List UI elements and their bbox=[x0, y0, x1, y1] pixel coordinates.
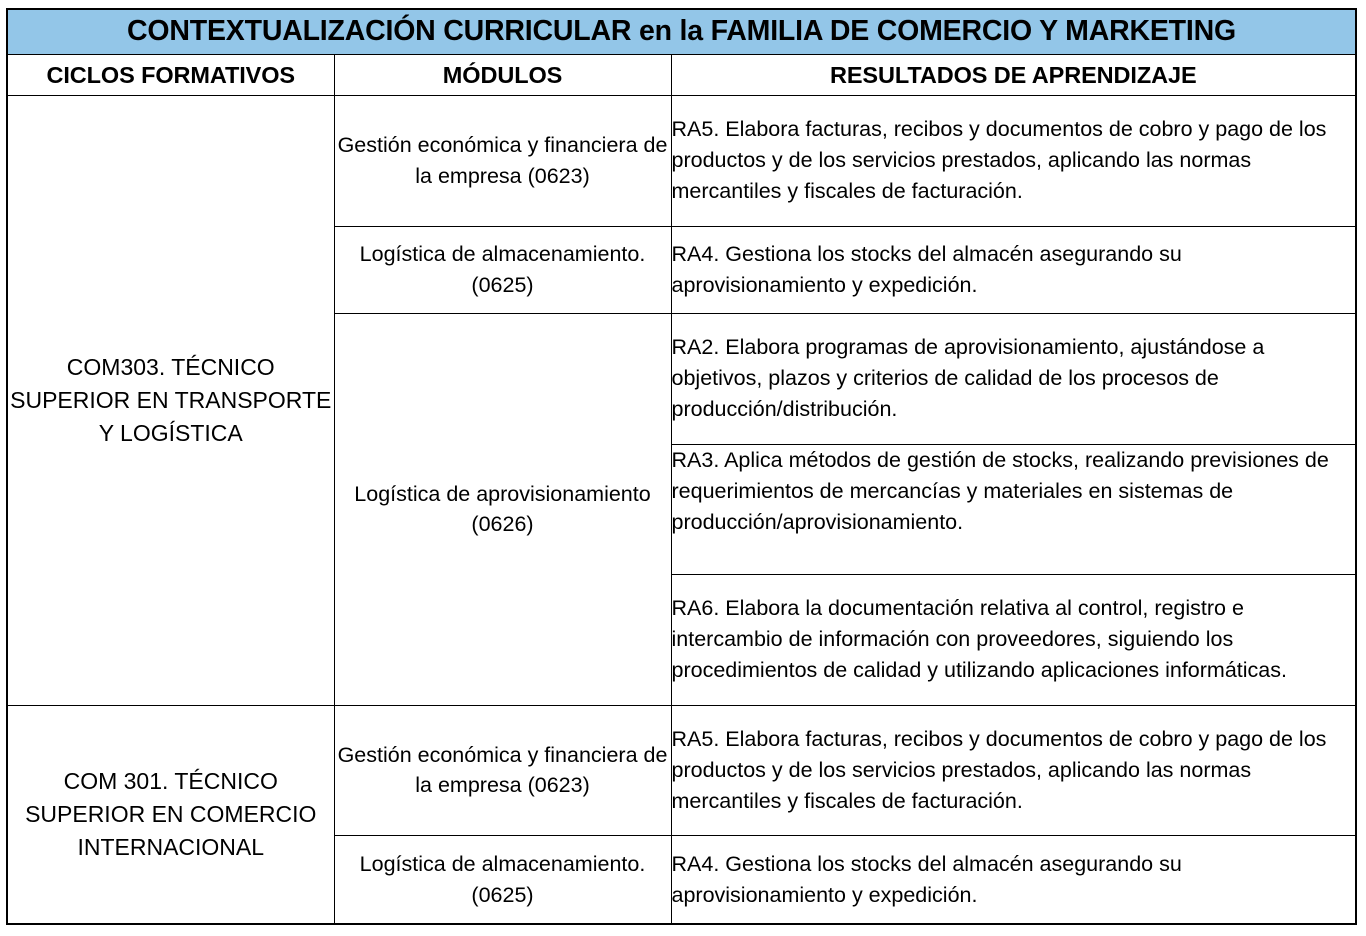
learning-outcome: RA5. Elabora facturas, recibos y documentos de cobro y pago de los productos y de los servicios prestados, aplicando las normas mercantiles y fiscales de facturación. bbox=[671, 96, 1356, 227]
cycle-name-com301: COM 301. TÉCNICO SUPERIOR EN COMERCIO INTERNACIONAL bbox=[7, 705, 334, 924]
cycle-name-com303: COM303. TÉCNICO SUPERIOR EN TRANSPORTE Y LOGÍSTICA bbox=[7, 96, 334, 706]
document-title: CONTEXTUALIZACIÓN CURRICULAR en la FAMILIA DE COMERCIO Y MARKETING bbox=[7, 9, 1356, 55]
table-row bbox=[7, 705, 1356, 836]
table-row bbox=[7, 96, 1356, 227]
module-name: Gestión económica y financiera de la empresa (0623) bbox=[334, 705, 671, 836]
table-title-row bbox=[7, 9, 1356, 55]
learning-outcome: RA3. Aplica métodos de gestión de stocks, realizando previsiones de requerimientos de mercancías y materiales en sistemas de producción/aprovisionamiento. bbox=[671, 444, 1356, 575]
module-name: Logística de aprovisionamiento (0626) bbox=[334, 314, 671, 706]
column-header-outcomes: RESULTADOS DE APRENDIZAJE bbox=[671, 55, 1356, 96]
module-name: Logística de almacenamiento. (0625) bbox=[334, 226, 671, 314]
learning-outcome: RA5. Elabora facturas, recibos y documentos de cobro y pago de los productos y de los servicios prestados, aplicando las normas mercantiles y fiscales de facturación. bbox=[671, 705, 1356, 836]
column-header-modules: MÓDULOS bbox=[334, 55, 671, 96]
learning-outcome: RA6. Elabora la documentación relativa al control, registro e intercambio de información con proveedores, siguiendo los procedimientos de calidad y utilizando aplicaciones informáticas. bbox=[671, 575, 1356, 706]
learning-outcome: RA4. Gestiona los stocks del almacén asegurando su aprovisionamiento y expedición. bbox=[671, 226, 1356, 314]
learning-outcome: RA2. Elabora programas de aprovisionamiento, ajustándose a objetivos, plazos y criterios de calidad de los procesos de producción/distribución. bbox=[671, 314, 1356, 445]
table-header-row bbox=[7, 55, 1356, 96]
learning-outcome: RA4. Gestiona los stocks del almacén asegurando su aprovisionamiento y expedición. bbox=[671, 836, 1356, 924]
module-name: Logística de almacenamiento. (0625) bbox=[334, 836, 671, 924]
module-name: Gestión económica y financiera de la empresa (0623) bbox=[334, 96, 671, 227]
curriculum-table bbox=[6, 8, 1357, 925]
column-header-cycles: CICLOS FORMATIVOS bbox=[7, 55, 334, 96]
